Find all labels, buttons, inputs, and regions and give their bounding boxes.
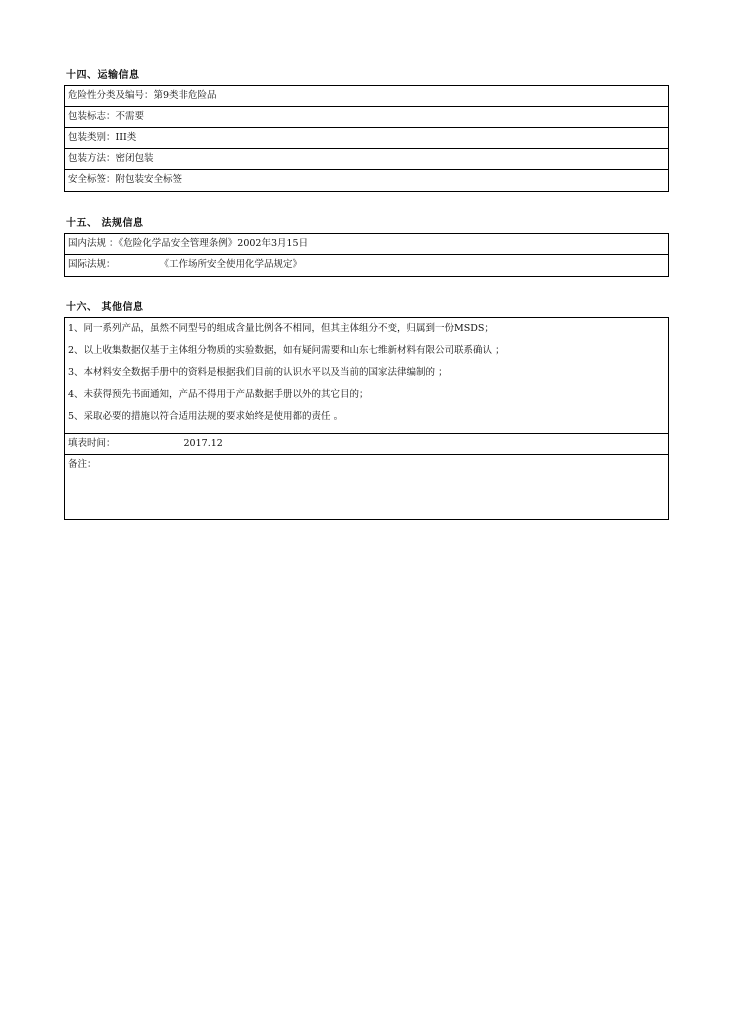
remarks-cell <box>65 455 668 519</box>
fill-time-row <box>65 434 668 455</box>
transport-row-safety-label: 安全标签：附包装安全标签 <box>68 174 183 185</box>
section-title-other: 十六、 其他信息 <box>66 302 144 313</box>
other-info-table <box>64 317 669 520</box>
regulatory-row-domestic: 国内法规 ：《危险化学品安全管理条例》2002年3月15日 <box>65 234 668 255</box>
transport-row-packing-method: 包装方法：密闭包装 <box>65 149 668 170</box>
intl-value: 《工作场所安全使用化学品规定》 <box>159 259 303 270</box>
fill-time-value: 2017.12 <box>183 438 223 449</box>
transport-table <box>64 85 669 192</box>
fill-time-label: 填表时间： <box>68 438 116 449</box>
note-item: 4、未获得预先书面通知，产品不得用于产品数据手册以外的其它目的； <box>68 389 369 400</box>
section-title-regulatory: 十五、 法规信息 <box>66 218 144 229</box>
note-item: 2、以上收集数据仅基于主体组分物质的实验数据，如有疑问需要和山东七维新材料有限公司联系确认 ； <box>68 345 505 356</box>
notes-block <box>65 318 668 434</box>
regulatory-row-international <box>65 255 668 276</box>
note-item: 5、采取必要的措施以符合适用法规的要求始终是使用都的责任 。 <box>68 411 344 422</box>
note-item: 3、本材料安全数据手册中的资料是根据我们目前的认识水平以及当前的国家法律编制的 ； <box>68 367 448 378</box>
intl-label: 国际法规： <box>68 259 116 270</box>
regulatory-table <box>64 233 669 277</box>
transport-row-classification: 危险性分类及编号：第9类非危险品 <box>65 86 668 107</box>
section-title-transport: 十四、运输信息 <box>66 70 140 81</box>
remarks-label: 备注： <box>68 459 97 470</box>
note-item: 1、同一系列产品，虽然不同型号的组成含量比例各不相同，但其主体组分不变，归属到一份MSDS； <box>68 323 494 334</box>
transport-row-packing-group: 包装类别：III类 <box>65 128 668 149</box>
transport-row-marking: 包装标志：不需要 <box>65 107 668 128</box>
